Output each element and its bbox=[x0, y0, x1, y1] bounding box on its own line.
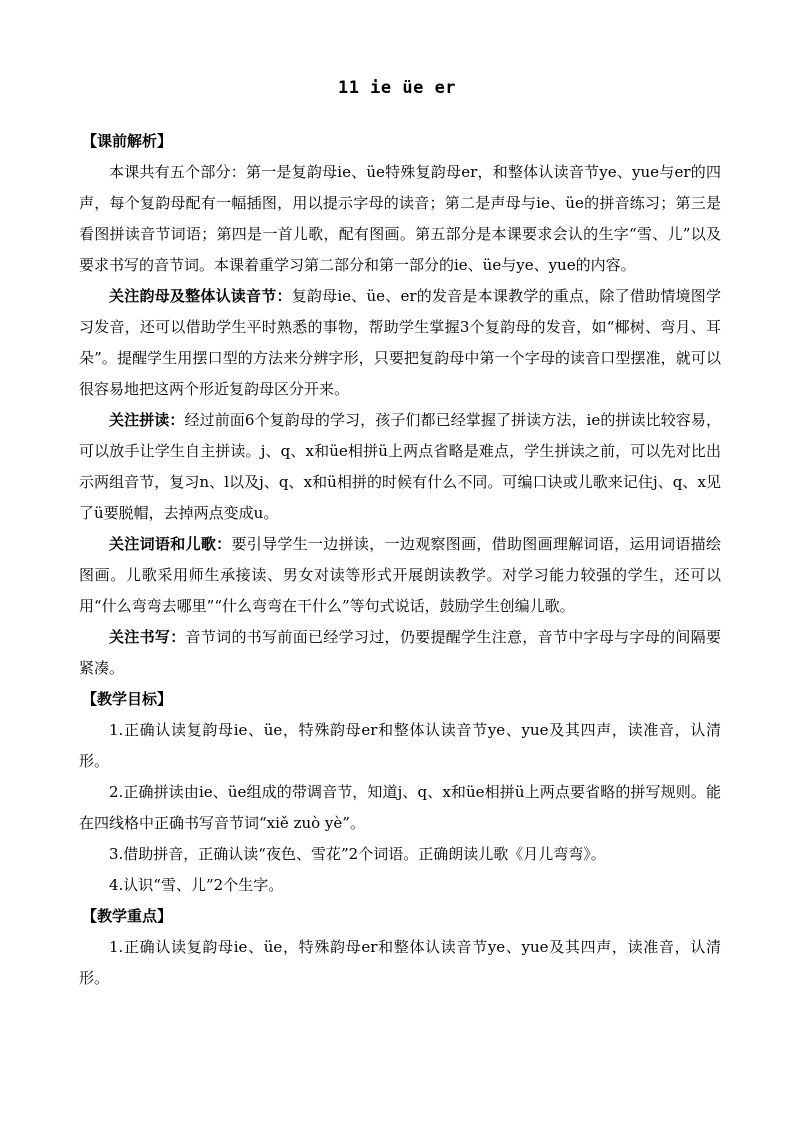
key-point-item: 1.正确认读复韵母ie、üe，特殊韵母er和整体认读音节ye、yue及其四声，读准音，认清形。 bbox=[79, 938, 721, 987]
goal-item: 2.正确拼读由ie、üe组成的带调音节，知道j、q、x和üe相拼ü上两点要省略的拼写规则。能在四线格中正确书写音节词“xiě zuò yè”。 bbox=[79, 783, 721, 832]
focus-finals-paragraph bbox=[79, 281, 721, 405]
goal-item: 4.认识“雪、儿”2个生字。 bbox=[109, 876, 284, 894]
lesson-title: 11 ie üe er bbox=[337, 78, 457, 98]
focus-writing-paragraph bbox=[79, 622, 721, 684]
document-body bbox=[79, 126, 721, 994]
focus-words-text: 要引导学生一边拼读，一边观察图画，借助图画理解词语，运用词语描绘图画。儿歌采用师生承接读、男女对读等形式开展朗读教学。对学习能力较强的学生，还可以用“什么弯弯去哪里”“什么弯弯在干什么”等句式说话，鼓励学生创编儿歌。 bbox=[79, 535, 721, 615]
focus-writing-lead: 关注书写： bbox=[109, 628, 186, 646]
focus-words-paragraph bbox=[79, 529, 721, 622]
focus-writing-text: 音节词的书写前面已经学习过，仍要提醒学生注意，音节中字母与字母的间隔要紧凑。 bbox=[79, 628, 721, 677]
focus-finals-text: 复韵母ie、üe、er的发音是本课教学的重点，除了借助情境图学习发音，还可以借助学生平时熟悉的事物，帮助学生掌握3个复韵母的发音，如“椰树、弯月、耳朵”。提醒学生用摆口型的方法来分辨字形，只要把复韵母中第一个字母的读音口型摆准，就可以很容易地把这两个形近复韵母区分开来。 bbox=[79, 287, 721, 398]
focus-words-lead: 关注词语和儿歌： bbox=[109, 535, 232, 553]
goal-item: 1.正确认读复韵母ie、üe，特殊韵母er和整体认读音节ye、yue及其四声，读准音，认清形。 bbox=[79, 721, 721, 770]
analysis-intro-paragraph: 本课共有五个部分：第一是复韵母ie、üe特殊复韵母er，和整体认读音节ye、yue与er的四声，每个复韵母配有一幅插图，用以提示字母的读音；第二是声母与ie、üe的拼音练习；第三是看图拼读音节词语；第四是一首儿歌，配有图画。第五部分是本课要求会认的生字“雪、儿”以及要求书写的音节词。本课着重学习第二部分和第一部分的ie、üe与ye、yue的内容。 bbox=[79, 163, 721, 274]
focus-spelling-paragraph bbox=[79, 405, 721, 529]
section-heading-analysis: 【课前解析】 bbox=[82, 132, 173, 150]
focus-spelling-text: 经过前面6个复韵母的学习，孩子们都已经掌握了拼读方法，ie的拼读比较容易，可以放手让学生自主拼读。j、q、x和üe相拼ü上两点省略是难点，学生拼读之前，可以先对比出示两组音节，复习n、l以及j、q、x和ü相拼的时候有什么不同。可编口诀或儿歌来记住j、q、x见了ü要脱帽，去掉两点变成u。 bbox=[79, 411, 721, 522]
section-heading-key-points: 【教学重点】 bbox=[82, 907, 173, 925]
focus-spelling-lead: 关注拼读： bbox=[109, 411, 185, 429]
focus-finals-lead: 关注韵母及整体认读音节： bbox=[109, 287, 292, 305]
goal-item: 3.借助拼音，正确认读“夜色、雪花”2个词语。正确朗读儿歌《月儿弯弯》。 bbox=[109, 845, 606, 863]
section-heading-goals: 【教学目标】 bbox=[82, 690, 173, 708]
